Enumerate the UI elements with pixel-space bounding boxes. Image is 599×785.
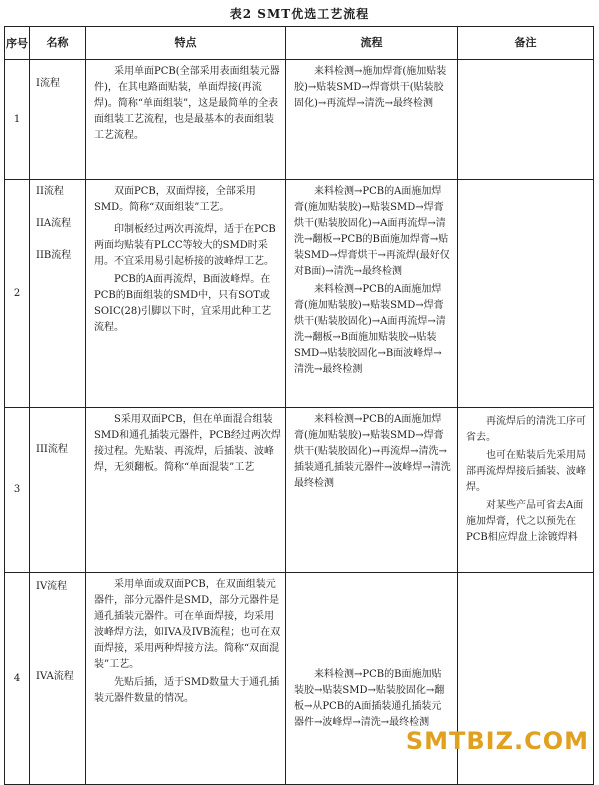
note-cell	[458, 180, 594, 408]
table-row	[5, 60, 594, 180]
row-number: 4	[5, 573, 30, 785]
flow-cell	[286, 180, 458, 408]
process-name: IVA流程	[36, 671, 74, 682]
flow-text: 来料检测→PCB的A面施加焊膏(施加贴装胶)→贴装SMD→焊膏烘干(贴装胶固化)→A面再流焊→清洗→翻板→B面施加贴装胶→贴装SMD→贴装胶固化→B面波峰焊→清洗→最终检测	[294, 284, 446, 375]
table-header-row	[5, 27, 594, 60]
process-name: IV流程	[36, 581, 68, 592]
flow-cell	[286, 60, 458, 180]
feature-text: 印制板经过两次再流焊，适于在PCB两面均贴装有PLCC等较大的SMD时采用。不宜采用易引起桥接的波峰焊工艺。	[94, 224, 276, 267]
table-row	[5, 180, 594, 408]
feature-cell	[86, 60, 286, 180]
flow-text: 来料检测→PCB的A面施加焊膏(施加贴装胶)→贴装SMD→焊膏烘干(贴装胶固化)→再流焊→清洗→插装通孔插装元器件→波峰焊→清洗最终检测	[294, 414, 451, 489]
process-name: IIA流程	[36, 218, 72, 229]
header-note: 备注	[458, 27, 594, 60]
header-feature: 特点	[86, 27, 286, 60]
feature-text: S采用双面PCB，但在单面混合组装SMD和通孔插装元器件，PCB经过两次焊接过程。先贴装、再流焊，后插装、波峰焊，无须翻板。简称“单面混装”工艺	[94, 414, 281, 473]
table-caption: 表2 SMT优选工艺流程	[229, 7, 370, 21]
process-name-cell	[30, 180, 86, 408]
process-name-cell	[30, 573, 86, 785]
table-row	[5, 408, 594, 573]
feature-cell	[86, 408, 286, 573]
flow-text: 来料检测→PCB的B面施加贴装胶→贴装SMD→贴装胶固化→翻板→从PCB的A面插装通孔插装元器件→波峰焊→清洗→最终检测	[294, 669, 445, 728]
row-number: 2	[5, 180, 30, 408]
note-text: 也可在贴装后先采用局部再流焊焊接后插装、波峰焊。	[466, 450, 586, 493]
smt-process-table	[4, 26, 594, 785]
feature-cell	[86, 180, 286, 408]
flow-text: 来料检测→施加焊膏(施加贴装胶)→贴装SMD→焊膏烘干(贴装胶固化)→再流焊→清洗→最终检测	[294, 66, 447, 109]
row-number: 3	[5, 408, 30, 573]
site-watermark: SMTBIZ.COM	[405, 727, 589, 755]
process-name: I流程	[36, 78, 60, 89]
header-num-label: 序号	[6, 36, 28, 50]
note-text: 对某些产品可省去A面施加焊膏，代之以预先在PCB相应焊盘上涂镀焊料	[466, 500, 584, 543]
feature-text: 采用单面PCB(全部采用表面组装元器件)，在其电路面贴装，单面焊接(再流焊)。简称“单面组装”，这是最简单的全表面组装工艺流程，也是最基本的表面组装工艺流程。	[94, 66, 280, 141]
feature-text: PCB的A面再流焊，B面波峰焊。在PCB的B面组装的SMD中，只有SOT或SOIC(28)引脚以下时，宜采用此种工艺流程。	[94, 274, 272, 333]
process-name-cell	[30, 60, 86, 180]
flow-text: 来料检测→PCB的A面施加焊膏(施加贴装胶)→贴装SMD→焊膏烘干(贴装胶固化)→A面再流焊→清洗→翻板→PCB的B面施加焊膏→贴装SMD→焊膏烘干→再流焊(最好仅对B面)→清洗→最终检测	[294, 186, 450, 277]
row-number: 1	[5, 60, 30, 180]
feature-cell	[86, 573, 286, 785]
note-cell	[458, 60, 594, 180]
process-name: IIB流程	[36, 250, 72, 261]
header-name: 名称	[30, 27, 86, 60]
header-flow: 流程	[286, 27, 458, 60]
process-name: III流程	[36, 444, 68, 455]
process-name: II流程	[36, 186, 64, 197]
feature-text: 双面PCB，双面焊接，全部采用SMD。简称“双面组装”工艺。	[94, 186, 256, 213]
header-num	[5, 27, 30, 60]
flow-cell	[286, 408, 458, 573]
feature-text: 先贴后插，适于SMD数量大于通孔插装元器件数量的情况。	[94, 677, 280, 704]
note-text: 再流焊后的清洗工序可省去。	[466, 416, 586, 443]
note-cell	[458, 408, 594, 573]
process-name-cell	[30, 408, 86, 573]
feature-text: 采用单面或双面PCB，在双面组装元器件，部分元器件是SMD，部分元器件是通孔插装元器件。可在单面焊接，均采用波峰焊方法，如IVA及IVB流程；也可在双面焊接，采用两种焊接方法。简称“双面混装”工艺。	[94, 579, 281, 670]
